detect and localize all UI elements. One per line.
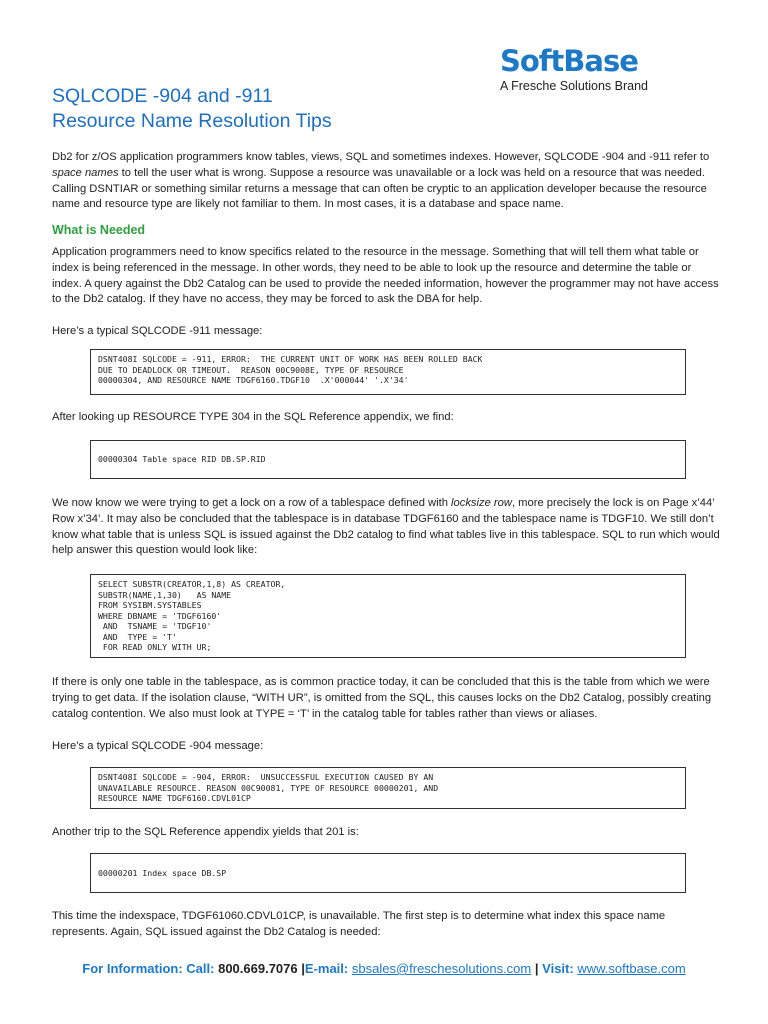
lookup-304-paragraph: After looking up RESOURCE TYPE 304 in the SQL Reference appendix, we find: <box>52 411 454 423</box>
locksize-row-emphasis: locksize row <box>451 497 512 509</box>
locksize-paragraph: We now know we were trying to get a lock on a row of a tablespace defined with locksize row, more precisely the lock is on Page x’44’ Row x’34’. It may also be concluded that the tablespace is in database TDGF6160 and the tablespace name is TDGF10. We still don’t know what table that is unless SQL is issued against the Db2 catalog to find what tables live in this tablespace. SQL to run which would help answer this question would look like: <box>52 497 720 557</box>
space-names-emphasis: space names <box>52 166 119 179</box>
code-box-304 <box>90 440 686 479</box>
footer-visit-label: Visit: <box>542 961 574 976</box>
code-911-text: DSNT408I SQLCODE = -911, ERROR: THE CURRENT UNIT OF WORK HAS BEEN ROLLED BACK DUE TO DEADLOCK OR TIMEOUT. REASON 00C9008E, TYPE OF RESOURCE 00000304, AND RESOURCE NAME TDGF6160.TDGF10 .X'000044' '.X'34' <box>98 354 483 385</box>
sqlcode-904-intro: Here’s a typical SQLCODE -904 message: <box>52 740 264 752</box>
code-904-text: DSNT408I SQLCODE = -904, ERROR: UNSUCCESSFUL EXECUTION CAUSED BY AN UNAVAILABLE RESOURCE. REASON 00C90081, TYPE OF RESOURCE 00000201, AND RESOURCE NAME TDGF6160.CDVL01CP <box>98 772 439 803</box>
indexspace-paragraph: This time the indexspace, TDGF61060.CDVL01CP, is unavailable. The first step is to determine what index this space name represents. Again, SQL issued against the Db2 Catalog is needed: <box>52 910 666 938</box>
code-201-text: 00000201 Index space DB.SP <box>98 868 227 878</box>
footer-separator-1: | <box>301 961 305 976</box>
code-box-911 <box>90 349 686 395</box>
page-title <box>52 84 332 134</box>
footer-call-label: Call: <box>186 961 215 976</box>
intro-paragraph: Db2 for z/OS application programmers know tables, views, SQL and sometimes indexes. However, SQLCODE -904 and -911 refer to space names to tell the user what is wrong. Suppose a resource was unavailable or a lock was held on a resource that was needed. Calling DSNTIAR or something similar returns a message that can often be cryptic to an application developer because the resource name and resource type are likely not familiar to them. In most cases, it is a database and space name. <box>52 151 710 211</box>
needed-paragraph: Application programmers need to know specifics related to the resource in the message. Something that will tell them what table or index is being referenced in the message. In other words, they need to be able to look up the resource and determine the table or index. A query against the Db2 Catalog can be used to provide the needed information, however the programmer may not have access to the Db2 catalog. If they have no access, they may be forced to ask the DBA for help. <box>52 246 719 306</box>
sqlcode-911-intro: Here’s a typical SQLCODE -911 message: <box>52 325 263 337</box>
title-line-1: SQLCODE -904 and -911 <box>52 85 273 107</box>
code-304-text: 00000304 Table space RID DB.SP.RID <box>98 454 266 464</box>
footer-email-label: E-mail: <box>304 961 349 976</box>
title-line-2: Resource Name Resolution Tips <box>52 110 332 132</box>
lookup-201-paragraph: Another trip to the SQL Reference appendix yields that 201 is: <box>52 826 359 838</box>
footer-phone: 800.669.7076 <box>218 961 298 976</box>
code-sql-text: SELECT SUBSTR(CREATOR,1,8) AS CREATOR, SUBSTR(NAME,1,30) AS NAME FROM SYSIBM.SYSTABLES WHERE DBNAME = 'TDGF6160' AND TSNAME = 'TDGF10' AND TYPE = 'T' FOR READ ONLY WITH UR; <box>98 579 286 652</box>
footer-separator-2: | <box>534 961 539 976</box>
footer-info-label: For Information: <box>82 961 183 976</box>
one-table-paragraph: If there is only one table in the tablespace, as is common practice today, it can be concluded that this is the table from which we were trying to get data. If the isolation clause, “WITH UR”, is omitted from the SQL, this causes locks on the Db2 Catalog, possibly creating catalog contention. We also must look at TYPE = ‘T’ in the catalog table for tables rather than views or aliases. <box>52 676 712 720</box>
section-heading: What is Needed <box>52 223 146 237</box>
logo-wordmark: SoftBase <box>500 44 638 78</box>
footer-email-link[interactable]: sbsales@freschesolutions.com <box>351 961 532 976</box>
contact-footer <box>0 961 768 976</box>
footer-website-link[interactable]: www.softbase.com <box>577 961 686 976</box>
code-box-sql-tables <box>90 574 686 658</box>
code-box-201 <box>90 853 686 893</box>
logo-tagline: A Fresche Solutions Brand <box>500 79 648 93</box>
company-logo <box>500 46 672 93</box>
code-box-904 <box>90 767 686 809</box>
